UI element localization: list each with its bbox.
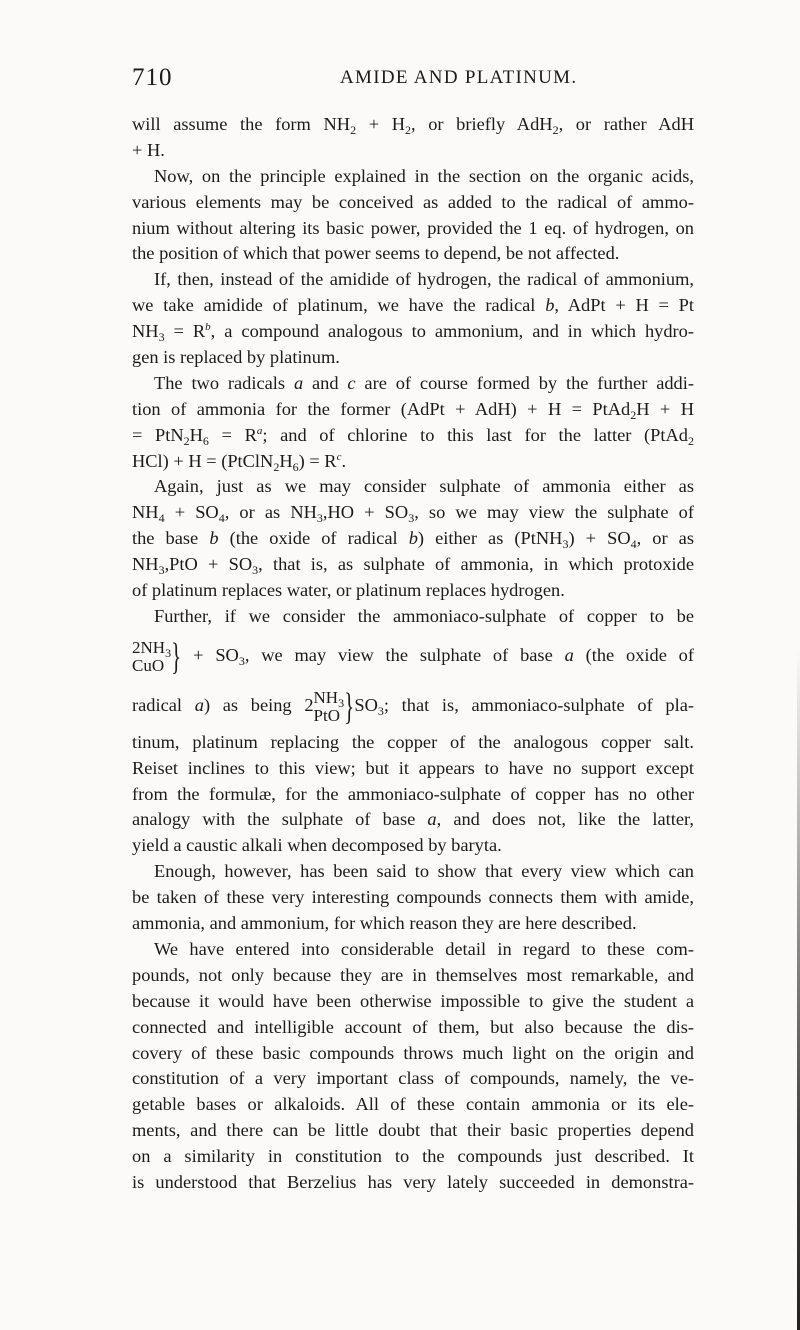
text-line: = $PtN_2H_6 = R^a$; and of chlorine to this last for the latter (PtAd$_2$ [132, 424, 694, 448]
text-line: Enough, however, has been said to show that every view which can [154, 861, 694, 882]
text-line: Now, on the principle explained in the section on the organic acids, [154, 165, 694, 186]
page-header [132, 64, 692, 94]
text-line: Further, if we consider the ammoniaco-sulphate of copper to be [154, 605, 694, 626]
text-line: tion of ammonia for the former (AdPt + AdH) + H = PtAd$_2$H + H [132, 398, 694, 422]
body-text [132, 112, 694, 1196]
text-line: because it would have been otherwise impossible to give the student a [132, 990, 694, 1011]
text-line: pounds, not only because they are in themselves most remarkable, and [132, 964, 694, 985]
text-line: ments, and there can be little doubt that their basic properties depend [132, 1120, 694, 1141]
text-line: is understood that Berzelius has very lately succeeded in demonstra- [132, 1171, 694, 1192]
text-line: getable bases or alkaloids. All of these contain ammonia or its ele- [132, 1094, 694, 1115]
text-line: + H. [132, 139, 165, 160]
text-line: we take amidide of platinum, we have the radical b, AdPt + H = Pt [132, 295, 694, 316]
text-line: be taken of these very interesting compounds connects them with amide, [132, 887, 694, 908]
text-line: connected and intelligible account of them, but also because the dis- [132, 1016, 694, 1037]
text-line: gen is replaced by platinum. [132, 347, 340, 368]
text-line: radical a) as being 2 $NH_3$ PtO }$SO_3$; that is, ammoniaco-sulphate of pla- [132, 685, 694, 728]
text-line: If, then, instead of the amidide of hydrogen, the radical of ammonium, [154, 269, 694, 290]
text-line: on a similarity in constitution to the compounds just described. It [132, 1146, 694, 1167]
formula-stack: $NH_3$ PtO [313, 687, 345, 725]
text-line: Reiset inclines to this view; but it appears to have no support except [132, 757, 694, 778]
text-line: covery of these basic compounds throws much light on the origin and [132, 1042, 694, 1063]
text-line: $NH_4 + SO_4$, or as $NH_3,HO + SO_3$, so we may view the sulphate of [132, 502, 694, 526]
text-line: $HCl) + H = (PtClN_2H_6) = R^c$. [132, 450, 347, 474]
text-line: The two radicals a and c are of course formed by the further addi- [154, 372, 694, 393]
text-line: the position of which that power seems to depend, be not affected. [132, 243, 620, 264]
text-line: $NH_3 = R^b$, a compound analogous to ammonium, and in which hydro- [132, 321, 694, 345]
text-line: yield a caustic alkali when decomposed by baryta. [132, 835, 502, 856]
text-line: analogy with the sulphate of base a, and does not, like the latter, [132, 809, 694, 830]
text-line: $2NH_3$ CuO } + $SO_3$, we may view the sulphate of base a (the oxide of [132, 635, 694, 678]
text-line: various elements may be conceived as added to the radical of ammo- [132, 191, 694, 212]
text-line: ammonia, and ammonium, for which reason they are here described. [132, 913, 637, 934]
text-line: will assume the form $NH_2 + H_2$, or briefly AdH$_2$, or rather AdH [132, 114, 694, 137]
text-line: nium without altering its basic power, provided the 1 eq. of hydrogen, on [132, 217, 694, 238]
text-line: constitution of a very important class of compounds, namely, the ve- [132, 1068, 694, 1089]
running-head: AMIDE AND PLATINUM. [340, 67, 578, 88]
text-line: of platinum replaces water, or platinum replaces hydrogen. [132, 580, 565, 601]
text-line: We have entered into considerable detail in regard to these com- [154, 938, 694, 959]
text-line: Again, just as we may consider sulphate of ammonia either as [154, 476, 694, 497]
formula-stack: $2NH_3$ CuO [132, 637, 172, 675]
text-line: tinum, platinum replacing the copper of the analogous copper salt. [132, 731, 694, 752]
text-line: $NH_3,PtO + SO_3$, that is, as sulphate of ammonia, in which protoxide [132, 554, 695, 578]
page-number: 710 [132, 64, 173, 91]
text-line: the base b (the oxide of radical b) either as (PtNH$_3$) + $SO_4$, or as [132, 528, 694, 552]
text-line: from the formulæ, for the ammoniaco-sulphate of copper has no other [132, 783, 694, 804]
